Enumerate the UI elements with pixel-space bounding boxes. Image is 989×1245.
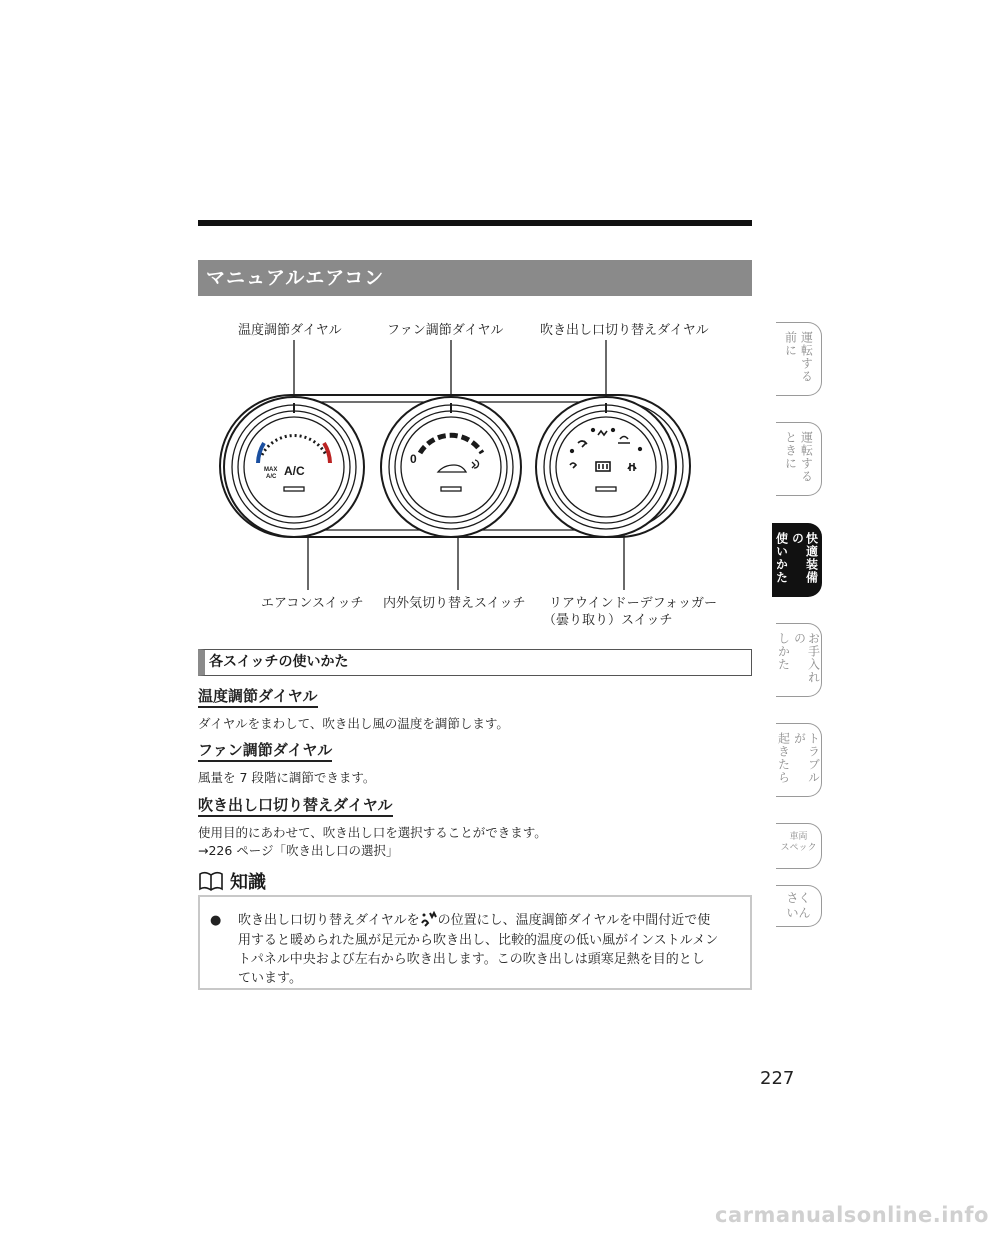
label-defogger-sub: （曇り取り）スイッチ [543,613,673,628]
temp-dial-heading: 温度調節ダイヤル [198,685,318,706]
knowledge-box [198,895,752,990]
climate-panel-illustration [200,335,720,595]
knowledge-line-4: ています。 [238,971,302,986]
knowledge-heading: 知識 [198,868,266,894]
tab-before-driving[interactable]: 運転する 前に [776,322,822,396]
label-outlet-dial: 吹き出し口切り替えダイヤル [540,323,709,338]
watermark: carmanualsonline.info [715,1203,989,1227]
outlet-dial-text: 使用目的にあわせて、吹き出し口を選択することができます。 [198,825,547,840]
tab-comfort-features[interactable]: 快適装備の 使いかた [772,523,822,597]
tab-specifications[interactable]: 車両 スペック [776,823,822,869]
knowledge-line-3: トパネル中央および左右から吹き出します。この吹き出しは頭寒足熱を目的とし [238,952,705,967]
label-defogger: リアウインドーデフォッガー [549,596,717,611]
fan-zero-label: 0 [410,452,417,466]
outlet-dial-heading: 吹き出し口切り替えダイヤル [198,794,393,815]
tab-troubleshooting[interactable]: トラブルが 起きたら [776,723,822,797]
bullet: ● [210,913,222,928]
book-icon [198,870,224,892]
knowledge-line-1: 吹き出し口切り替えダイヤルを の位置にし、温度調節ダイヤルを中間付近で使 [238,913,711,928]
tab-maintenance[interactable]: お手入れの しかた [776,623,822,697]
page-number: 227 [760,1068,795,1089]
foot-defrost-icon [420,911,438,926]
label-temp-dial: 温度調節ダイヤル [238,323,342,338]
temp-dial-text: ダイヤルをまわして、吹き出し風の温度を調節します。 [198,716,509,731]
label-ac-switch: エアコンスイッチ [261,596,364,611]
max-ac-label-2: A/C [266,474,277,480]
knowledge-line-2: 用すると暖められた風が足元から吹き出し、比較的温度の低い風がインストルメン [238,933,719,948]
switch-usage-heading: 各スイッチの使いかた [198,649,752,676]
label-recirc-switch: 内外気切り替えスイッチ [383,596,526,611]
ac-label: A/C [284,464,305,478]
section-title: マニュアルエアコン [198,260,752,296]
tab-index[interactable]: さく いん [776,885,822,927]
tab-while-driving[interactable]: 運転する ときに [776,422,822,496]
label-fan-dial: ファン調節ダイヤル [387,323,504,338]
outlet-dial-reference[interactable]: →226 ページ「吹き出し口の選択」 [198,843,399,858]
max-ac-label: MAX [264,467,278,473]
fan-dial-heading: ファン調節ダイヤル [198,739,332,760]
top-rule [198,220,752,226]
fan-dial-text: 風量を 7 段階に調節できます。 [198,770,376,785]
